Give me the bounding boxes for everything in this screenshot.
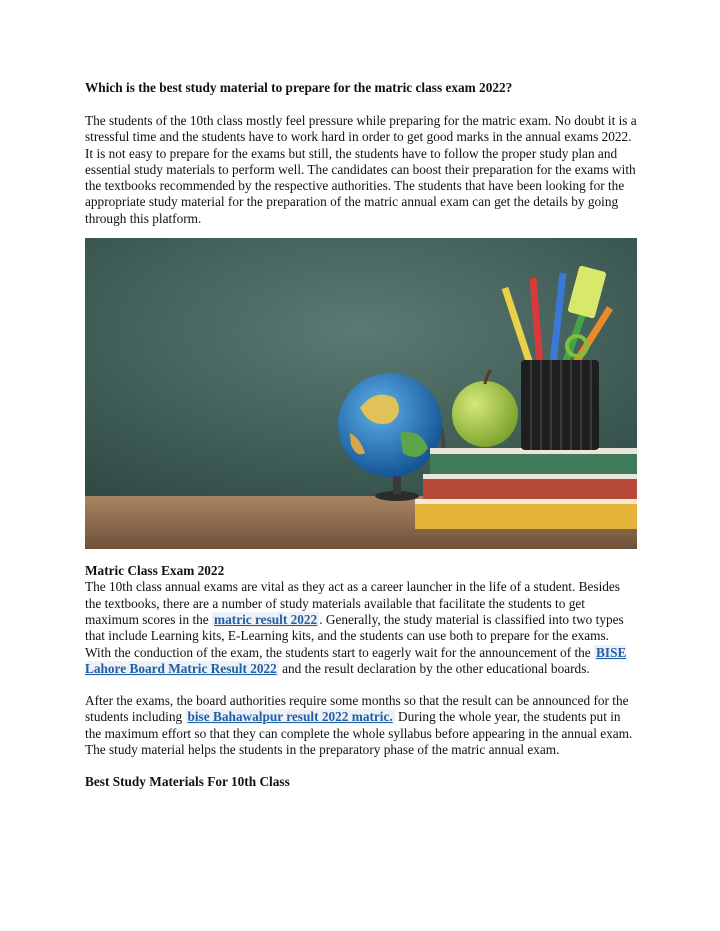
link-bise-lahore-result[interactable]: BISE Lahore Board Matric Result 2022 [85,644,627,676]
book-stack [415,448,637,529]
paragraph-text: and the result declaration by the other educational boards. [278,660,590,676]
bottom-heading: Best Study Materials For 10th Class [85,774,290,790]
paragraph-text: After the exams, the board authorities require some months so that the result can be announced for the students including [85,693,629,725]
section-title: Matric Class Exam 2022 [85,563,225,579]
article [85,80,637,791]
paragraph-after-exams [85,693,637,758]
intro-paragraph: The students of the 10th class mostly feel pressure while preparing for the matric exam. No doubt it is a stressful time and the students have to work hard in order to get good marks in the annual exams 2022. It is not easy to prepare for the exams but still, the students have to follow the proper study plan and essential study materials to perform well. The candidates can boost their preparation for the exams with the textbooks recommended by the respective authorities. The students that have been looking for the appropriate study material for the preparation of the matric annual exam can get the details by going through this platform. [85,113,637,226]
paragraph-text: During the whole year, the students put in the maximum effort so that they can complete the whole syllabus before appearing in the annual exam. The study material helps the students in the preparatory phase of the matric annual exam. [85,709,633,758]
paragraph-text: The 10th class annual exams are vital as they act as a career launcher in the life of a student. Besides the textbooks, there are a number of study materials available that facilitate the students to get maximum scores in the [85,579,620,627]
paragraph-matric-exam [85,579,637,677]
question-heading: Which is the best study material to prepare for the matric class exam 2022? [85,80,513,95]
link-matric-result-2022[interactable]: matric result 2022 [214,611,318,627]
link-bise-bahawalpur-result[interactable]: bise Bahawalpur result 2022 matric. [187,709,393,725]
classroom-illustration [85,238,637,549]
paragraph-text: . Generally, the study material is classified into two types that include Learning kits, E-Learning kits, and the students can use both to prepare for the exams. With the conduction of the exam, the students start to eagerly wait for the announcement of the [85,611,624,660]
